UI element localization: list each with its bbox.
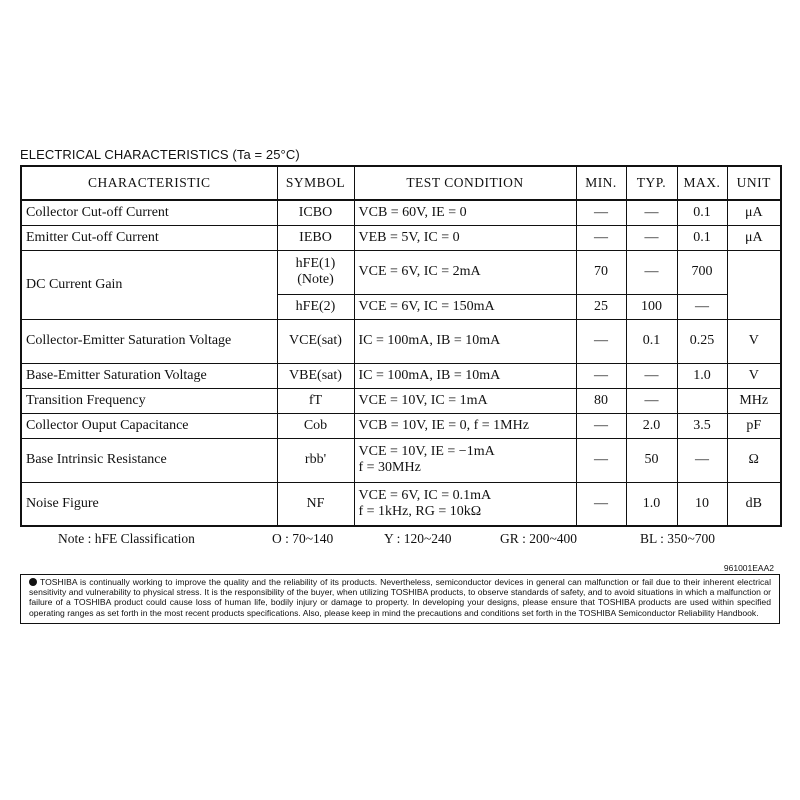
symbol-note: (Note): [297, 272, 334, 287]
electrical-characteristics-table: [20, 165, 782, 527]
condition-cell: VCE = 6V, IC = 150mA: [354, 294, 576, 319]
unit-cell: Ω: [727, 438, 781, 482]
max-cell: —: [677, 438, 727, 482]
condition-cell: VCE = 6V, IC = 2mA: [354, 250, 576, 294]
table-row: [21, 413, 781, 438]
min-cell: 70: [576, 250, 626, 294]
disclaimer-box: [20, 574, 780, 624]
condition-cell: [354, 482, 576, 526]
condition-cell: VCB = 60V, IE = 0: [354, 200, 576, 225]
unit-cell: [727, 250, 781, 319]
unit-cell: V: [727, 319, 781, 363]
symbol-cell: fT: [277, 388, 354, 413]
table-row: [21, 250, 781, 294]
header-symbol: SYMBOL: [277, 166, 354, 200]
note-label: Note : hFE Classification: [58, 531, 195, 546]
condition-cell: VCE = 10V, IC = 1mA: [354, 388, 576, 413]
unit-cell: μA: [727, 225, 781, 250]
typ-cell: 50: [626, 438, 677, 482]
symbol-cell: IEBO: [277, 225, 354, 250]
max-cell: —: [677, 294, 727, 319]
condition-line: f = 1kHz, RG = 10kΩ: [358, 503, 482, 519]
symbol-cell: VBE(sat): [277, 363, 354, 388]
symbol-cell: hFE(2): [277, 294, 354, 319]
min-cell: —: [576, 200, 626, 225]
min-cell: —: [576, 482, 626, 526]
condition-line: f = 30MHz: [358, 460, 421, 475]
condition-cell: IC = 100mA, IB = 10mA: [354, 319, 576, 363]
min-cell: —: [576, 413, 626, 438]
class-y: Y : 120~240: [384, 531, 452, 546]
condition-cell: [354, 438, 576, 482]
symbol-cell: ICBO: [277, 200, 354, 225]
unit-cell: V: [727, 363, 781, 388]
unit-cell: MHz: [727, 388, 781, 413]
max-cell: 700: [677, 250, 727, 294]
bullet-icon: [29, 578, 37, 586]
datasheet-section: [20, 145, 780, 624]
symbol-cell: [277, 250, 354, 294]
characteristic-cell: Emitter Cut-off Current: [21, 225, 277, 250]
symbol-cell: VCE(sat): [277, 319, 354, 363]
table-header-row: [21, 166, 781, 200]
document-id: 961001EAA2: [723, 563, 774, 573]
typ-cell: —: [626, 388, 677, 413]
min-cell: —: [576, 363, 626, 388]
table-row: [21, 200, 781, 225]
max-cell: 3.5: [677, 413, 727, 438]
section-title: ELECTRICAL CHARACTERISTICS (Ta = 25°C): [20, 147, 300, 162]
min-cell: —: [576, 319, 626, 363]
min-cell: —: [576, 438, 626, 482]
class-gr: GR : 200~400: [500, 531, 578, 546]
max-cell: 0.1: [677, 200, 727, 225]
characteristic-cell: Transition Frequency: [21, 388, 277, 413]
disclaimer-text: TOSHIBA is continually working to improve the quality and the reliability of its products. Nevertheless, semiconductor devices in general can malfunction or fail due to their inherent electrical sensitivity and vulnerability to physical stress. It is the responsibility of the buyer, when utilizing TOSHIBA products, to observe standards of safety, and to avoid situations in which a malfunction or failure of a TOSHIBA product could cause loss of human life, bodily injury or damage to property. In developing your designs, please ensure that TOSHIBA products are used within specified operating ranges as set forth in the most recent products specifications. Also, please keep in mind the precautions and conditions set forth in the TOSHIBA Semiconductor Reliability Handbook.: [29, 577, 771, 618]
condition-cell: VEB = 5V, IC = 0: [354, 225, 576, 250]
characteristic-cell: Collector Ouput Capacitance: [21, 413, 277, 438]
condition-cell: IC = 100mA, IB = 10mA: [354, 363, 576, 388]
unit-cell: μA: [727, 200, 781, 225]
header-characteristic: CHARACTERISTIC: [21, 166, 277, 200]
symbol-cell: rbb': [277, 438, 354, 482]
header-min: MIN.: [576, 166, 626, 200]
characteristic-cell: Noise Figure: [21, 482, 277, 526]
unit-cell: dB: [727, 482, 781, 526]
typ-cell: 100: [626, 294, 677, 319]
typ-cell: —: [626, 363, 677, 388]
min-cell: 25: [576, 294, 626, 319]
min-cell: —: [576, 225, 626, 250]
table-row: [21, 225, 781, 250]
table-row: [21, 388, 781, 413]
characteristic-cell: DC Current Gain: [21, 250, 277, 319]
characteristic-cell: Base-Emitter Saturation Voltage: [21, 363, 277, 388]
max-cell: 0.1: [677, 225, 727, 250]
header-typ: TYP.: [626, 166, 677, 200]
table-row: [21, 363, 781, 388]
typ-cell: —: [626, 225, 677, 250]
header-test-condition: TEST CONDITION: [354, 166, 576, 200]
typ-cell: 2.0: [626, 413, 677, 438]
symbol-text: hFE(1): [295, 256, 336, 271]
header-unit: UNIT: [727, 166, 781, 200]
typ-cell: 1.0: [626, 482, 677, 526]
symbol-cell: Cob: [277, 413, 354, 438]
class-bl: BL : 350~700: [640, 531, 716, 546]
unit-cell: pF: [727, 413, 781, 438]
characteristic-cell: Collector-Emitter Saturation Voltage: [21, 319, 277, 363]
max-cell: 0.25: [677, 319, 727, 363]
condition-line: VCE = 6V, IC = 0.1mA: [358, 487, 492, 503]
header-max: MAX.: [677, 166, 727, 200]
class-o: O : 70~140: [272, 531, 334, 546]
typ-cell: —: [626, 200, 677, 225]
condition-line: VCE = 10V, IE = −1mA: [358, 444, 495, 459]
min-cell: 80: [576, 388, 626, 413]
table-row: [21, 482, 781, 526]
typ-cell: 0.1: [626, 319, 677, 363]
table-row: [21, 319, 781, 363]
characteristic-cell: Base Intrinsic Resistance: [21, 438, 277, 482]
symbol-cell: NF: [277, 482, 354, 526]
max-cell: 10: [677, 482, 727, 526]
max-cell: [677, 388, 727, 413]
condition-cell: VCB = 10V, IE = 0, f = 1MHz: [354, 413, 576, 438]
max-cell: 1.0: [677, 363, 727, 388]
characteristic-cell: Collector Cut-off Current: [21, 200, 277, 225]
table-row: [21, 438, 781, 482]
hfe-classification-note: [20, 528, 780, 550]
typ-cell: —: [626, 250, 677, 294]
